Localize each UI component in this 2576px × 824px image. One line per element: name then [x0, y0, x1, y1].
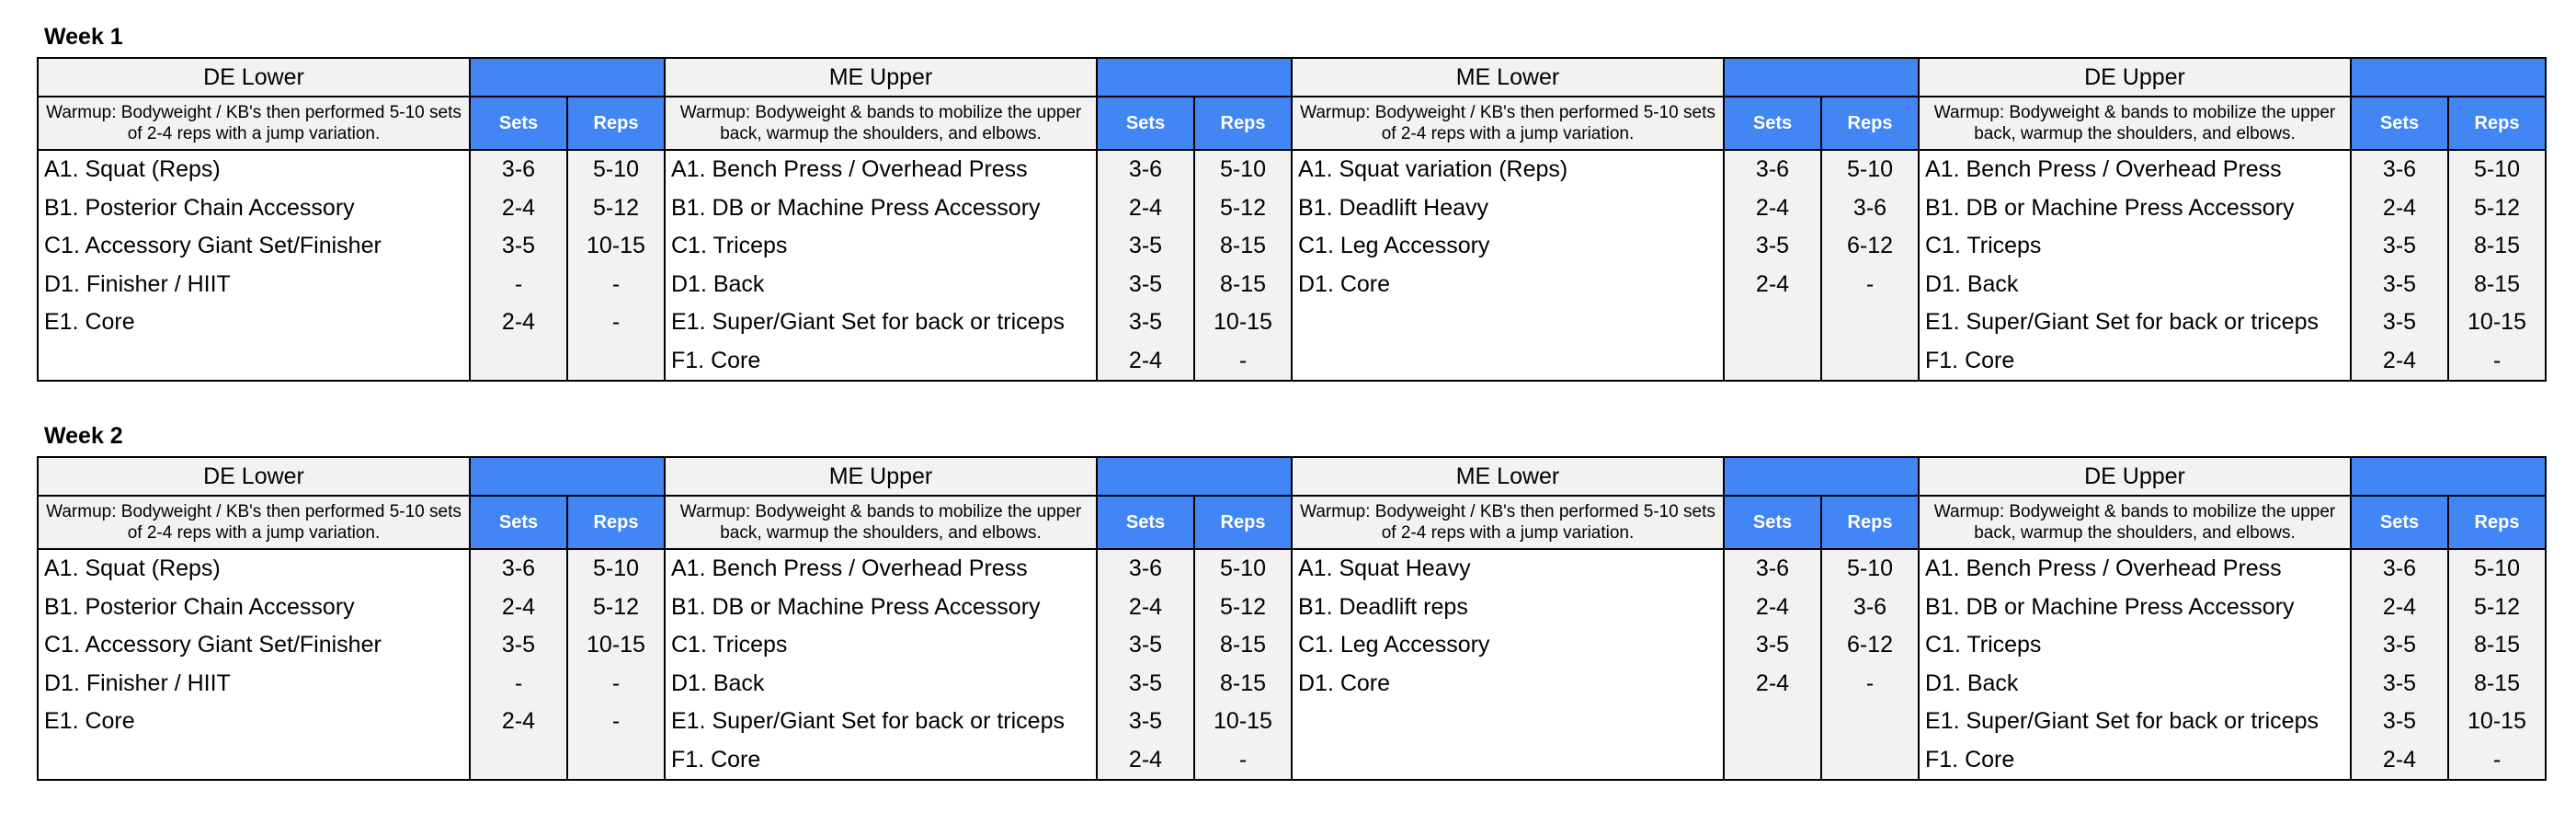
reps-value: 8-15 — [1219, 632, 1267, 658]
sets-value: 3-5 — [1128, 632, 1163, 658]
reps-value: 8-15 — [2473, 632, 2521, 658]
exercise-name: A1. Bench Press / Overhead Press — [1925, 156, 2282, 182]
sets-column[interactable] — [2351, 549, 2448, 780]
exercise-name: C1. Accessory Giant Set/Finisher — [44, 632, 382, 658]
sets-value: 3-5 — [2382, 309, 2417, 335]
warmup-note[interactable]: Warmup: Bodyweight / KB's then performed 5-10 sets of 2-4 reps with a jump variation. — [1292, 97, 1724, 150]
exercise-name: B1. Deadlift Heavy — [1298, 194, 1489, 221]
header-fill[interactable] — [2351, 58, 2546, 97]
reps-value: 8-15 — [1219, 233, 1267, 258]
sets-value: 2-4 — [2382, 194, 2417, 221]
reps-column[interactable] — [1194, 549, 1292, 780]
reps-value: - — [2492, 746, 2502, 772]
reps-value: 10-15 — [2468, 708, 2526, 734]
sets-value: 3-5 — [1755, 632, 1790, 658]
sets-header[interactable]: Sets — [2351, 496, 2448, 549]
reps-value: 10-15 — [587, 632, 645, 658]
sets-column[interactable] — [470, 150, 567, 381]
exercise-list[interactable] — [1919, 549, 2351, 780]
sets-value: 2-4 — [1128, 746, 1163, 772]
sets-value: 3-5 — [1128, 270, 1163, 297]
sets-header[interactable]: Sets — [470, 496, 567, 549]
day-title[interactable]: ME Upper — [665, 457, 1097, 496]
exercise-list[interactable] — [38, 549, 470, 780]
sets-value: 3-5 — [1128, 309, 1163, 335]
reps-value: 5-12 — [592, 593, 640, 620]
sets-column[interactable] — [1097, 150, 1194, 381]
sets-column[interactable] — [470, 549, 567, 780]
reps-column[interactable] — [2448, 150, 2546, 381]
reps-value: 5-12 — [1219, 593, 1267, 620]
exercise-name: C1. Triceps — [1925, 632, 2042, 658]
reps-value: 3-6 — [1852, 194, 1887, 221]
reps-column[interactable] — [567, 150, 665, 381]
reps-header[interactable]: Reps — [1821, 97, 1919, 150]
sets-value: 3-6 — [501, 555, 536, 581]
exercise-name: B1. DB or Machine Press Accessory — [1925, 194, 2295, 221]
sets-header[interactable]: Sets — [2351, 97, 2448, 150]
sets-header[interactable]: Sets — [1724, 496, 1821, 549]
exercise-list[interactable] — [665, 150, 1097, 381]
exercise-name: A1. Bench Press / Overhead Press — [671, 555, 1028, 581]
reps-column[interactable] — [2448, 549, 2546, 780]
header-fill[interactable] — [1724, 58, 1919, 97]
exercise-name: E1. Super/Giant Set for back or triceps — [671, 708, 1065, 734]
reps-column[interactable] — [1194, 150, 1292, 381]
reps-value: - — [1238, 746, 1248, 772]
warmup-note[interactable]: Warmup: Bodyweight / KB's then performed 5-10 sets of 2-4 reps with a jump variation. — [38, 97, 470, 150]
sets-value: 3-5 — [1755, 233, 1790, 258]
reps-column[interactable] — [1821, 150, 1919, 381]
exercise-list[interactable] — [1292, 150, 1724, 381]
reps-value: 10-15 — [1214, 708, 1272, 734]
reps-value: 5-10 — [1846, 555, 1894, 581]
sets-value: 3-5 — [501, 632, 536, 658]
exercise-name: C1. Triceps — [671, 233, 788, 258]
warmup-note[interactable]: Warmup: Bodyweight / KB's then performed 5-10 sets of 2-4 reps with a jump variation. — [38, 496, 470, 549]
exercise-list[interactable] — [665, 549, 1097, 780]
sets-value: 2-4 — [501, 194, 536, 221]
exercise-name: C1. Leg Accessory — [1298, 233, 1490, 258]
reps-value: 5-10 — [2473, 156, 2521, 182]
sets-value: 2-4 — [1128, 347, 1163, 373]
reps-value: 5-10 — [1219, 156, 1267, 182]
reps-header[interactable]: Reps — [1821, 496, 1919, 549]
exercise-name: B1. Posterior Chain Accessory — [44, 194, 355, 221]
sets-value: 2-4 — [1755, 670, 1790, 696]
reps-value: 8-15 — [2473, 670, 2521, 696]
reps-header[interactable]: Reps — [2448, 496, 2546, 549]
exercise-list[interactable] — [1919, 150, 2351, 381]
exercise-name: A1. Bench Press / Overhead Press — [671, 156, 1028, 182]
sets-header[interactable]: Sets — [470, 97, 567, 150]
exercise-name: A1. Squat Heavy — [1298, 555, 1471, 581]
warmup-note[interactable]: Warmup: Bodyweight & bands to mobilize the upper back, warmup the shoulders, and elbows. — [665, 496, 1097, 549]
exercise-name: E1. Core — [44, 708, 135, 734]
exercise-name: F1. Core — [1925, 347, 2015, 373]
exercise-name: D1. Back — [1925, 270, 2019, 297]
reps-value: - — [611, 270, 621, 297]
header-fill[interactable] — [2351, 457, 2546, 496]
week-1-table — [37, 57, 2547, 382]
exercise-name: D1. Finisher / HIIT — [44, 270, 231, 297]
warmup-note[interactable]: Warmup: Bodyweight & bands to mobilize the upper back, warmup the shoulders, and elbows. — [665, 97, 1097, 150]
reps-header[interactable]: Reps — [567, 496, 665, 549]
reps-header[interactable]: Reps — [567, 97, 665, 150]
reps-value: 5-10 — [2473, 555, 2521, 581]
exercise-name: A1. Bench Press / Overhead Press — [1925, 555, 2282, 581]
reps-value: 6-12 — [1846, 632, 1894, 658]
header-fill[interactable] — [470, 58, 665, 97]
day-title[interactable]: DE Lower — [38, 58, 470, 97]
reps-value: 5-10 — [592, 156, 640, 182]
exercise-list[interactable] — [38, 150, 470, 381]
sets-value: 2-4 — [501, 708, 536, 734]
sets-value: 2-4 — [1755, 593, 1790, 620]
exercise-name: D1. Back — [671, 670, 765, 696]
reps-header[interactable]: Reps — [1194, 496, 1292, 549]
reps-value: 10-15 — [2468, 309, 2526, 335]
reps-value: 10-15 — [1214, 309, 1272, 335]
exercise-name: E1. Super/Giant Set for back or triceps — [1925, 309, 2319, 335]
reps-value: - — [611, 708, 621, 734]
exercise-name: E1. Super/Giant Set for back or triceps — [1925, 708, 2319, 734]
sets-value: 2-4 — [2382, 347, 2417, 373]
header-fill[interactable] — [470, 457, 665, 496]
reps-value: 8-15 — [2473, 233, 2521, 258]
sets-value: 3-5 — [2382, 632, 2417, 658]
reps-column[interactable] — [1821, 549, 1919, 780]
sets-column[interactable] — [1724, 549, 1821, 780]
reps-value: 5-12 — [1219, 194, 1267, 221]
reps-value: 5-12 — [2473, 194, 2521, 221]
reps-value: 8-15 — [1219, 270, 1267, 297]
warmup-note[interactable]: Warmup: Bodyweight / KB's then performed 5-10 sets of 2-4 reps with a jump variation. — [1292, 496, 1724, 549]
day-title[interactable]: DE Upper — [1919, 58, 2351, 97]
sets-value: 2-4 — [501, 309, 536, 335]
sets-value: 3-6 — [1755, 555, 1790, 581]
sets-value: 3-5 — [2382, 670, 2417, 696]
sets-header[interactable]: Sets — [1097, 496, 1194, 549]
reps-value: 5-12 — [2473, 593, 2521, 620]
sets-header[interactable]: Sets — [1724, 97, 1821, 150]
reps-value: - — [1865, 670, 1875, 696]
reps-column[interactable] — [567, 549, 665, 780]
reps-value: 8-15 — [1219, 670, 1267, 696]
sets-value: 3-5 — [1128, 708, 1163, 734]
day-title[interactable]: ME Upper — [665, 58, 1097, 97]
sets-column[interactable] — [1724, 150, 1821, 381]
exercise-name: B1. DB or Machine Press Accessory — [671, 593, 1041, 620]
day-title[interactable]: DE Lower — [38, 457, 470, 496]
exercise-name: C1. Leg Accessory — [1298, 632, 1490, 658]
exercise-name: D1. Core — [1298, 670, 1391, 696]
reps-value: 3-6 — [1852, 593, 1887, 620]
exercise-name: D1. Core — [1298, 270, 1391, 297]
sets-value: 3-6 — [2382, 156, 2417, 182]
sets-value: 3-6 — [1128, 156, 1163, 182]
exercise-name: A1. Squat (Reps) — [44, 156, 221, 182]
sets-value: 3-5 — [2382, 270, 2417, 297]
sets-value: - — [514, 270, 523, 297]
exercise-list[interactable] — [1292, 549, 1724, 780]
sets-value: 3-5 — [1128, 670, 1163, 696]
day-title[interactable]: ME Lower — [1292, 58, 1724, 97]
reps-header[interactable]: Reps — [1194, 97, 1292, 150]
sets-value: 3-6 — [2382, 555, 2417, 581]
sets-value: 2-4 — [2382, 593, 2417, 620]
reps-value: 5-12 — [592, 194, 640, 221]
day-title[interactable]: ME Lower — [1292, 457, 1724, 496]
exercise-name: A1. Squat (Reps) — [44, 555, 221, 581]
reps-value: 5-10 — [1219, 555, 1267, 581]
reps-value: 8-15 — [2473, 270, 2521, 297]
sets-value: 2-4 — [1755, 194, 1790, 221]
exercise-name: F1. Core — [671, 347, 761, 373]
exercise-name: A1. Squat variation (Reps) — [1298, 156, 1568, 182]
exercise-name: C1. Triceps — [671, 632, 788, 658]
reps-value: 10-15 — [587, 233, 645, 258]
sets-column[interactable] — [1097, 549, 1194, 780]
sets-value: 3-6 — [1128, 555, 1163, 581]
header-fill[interactable] — [1724, 457, 1919, 496]
sets-value: 3-6 — [501, 156, 536, 182]
sets-value: 2-4 — [1128, 194, 1163, 221]
reps-value: - — [1865, 270, 1875, 297]
sets-value: 2-4 — [501, 593, 536, 620]
exercise-name: B1. DB or Machine Press Accessory — [671, 194, 1041, 221]
exercise-name: D1. Finisher / HIIT — [44, 670, 231, 696]
exercise-name: C1. Triceps — [1925, 233, 2042, 258]
reps-value: 6-12 — [1846, 233, 1894, 258]
reps-value: 5-10 — [1846, 156, 1894, 182]
sets-value: 2-4 — [1755, 270, 1790, 297]
exercise-name: C1. Accessory Giant Set/Finisher — [44, 233, 382, 258]
exercise-name: B1. Deadlift reps — [1298, 593, 1468, 620]
sets-header[interactable]: Sets — [1097, 97, 1194, 150]
reps-value: - — [1238, 347, 1248, 373]
header-fill[interactable] — [1097, 457, 1292, 496]
warmup-note[interactable]: Warmup: Bodyweight & bands to mobilize the upper back, warmup the shoulders, and elbows. — [1919, 97, 2351, 150]
reps-value: - — [2492, 347, 2502, 373]
sets-value: 3-5 — [2382, 708, 2417, 734]
exercise-name: D1. Back — [671, 270, 765, 297]
sets-value: 3-5 — [2382, 233, 2417, 258]
reps-header[interactable]: Reps — [2448, 97, 2546, 150]
sets-column[interactable] — [2351, 150, 2448, 381]
exercise-name: F1. Core — [671, 746, 761, 772]
exercise-name: E1. Super/Giant Set for back or triceps — [671, 309, 1065, 335]
reps-value: - — [611, 309, 621, 335]
exercise-name: D1. Back — [1925, 670, 2019, 696]
sets-value: 3-5 — [501, 233, 536, 258]
sets-value: - — [514, 670, 523, 696]
week-title: Week 2 — [44, 423, 123, 449]
sets-value: 3-6 — [1755, 156, 1790, 182]
reps-value: - — [611, 670, 621, 696]
header-fill[interactable] — [1097, 58, 1292, 97]
warmup-note[interactable]: Warmup: Bodyweight & bands to mobilize the upper back, warmup the shoulders, and elbows. — [1919, 496, 2351, 549]
reps-value: 5-10 — [592, 555, 640, 581]
week-title: Week 1 — [44, 24, 123, 50]
exercise-name: B1. DB or Machine Press Accessory — [1925, 593, 2295, 620]
exercise-name: E1. Core — [44, 309, 135, 335]
day-title[interactable]: DE Upper — [1919, 457, 2351, 496]
sets-value: 2-4 — [1128, 593, 1163, 620]
week-2-table — [37, 456, 2547, 781]
exercise-name: B1. Posterior Chain Accessory — [44, 593, 355, 620]
exercise-name: F1. Core — [1925, 746, 2015, 772]
sets-value: 2-4 — [2382, 746, 2417, 772]
sets-value: 3-5 — [1128, 233, 1163, 258]
